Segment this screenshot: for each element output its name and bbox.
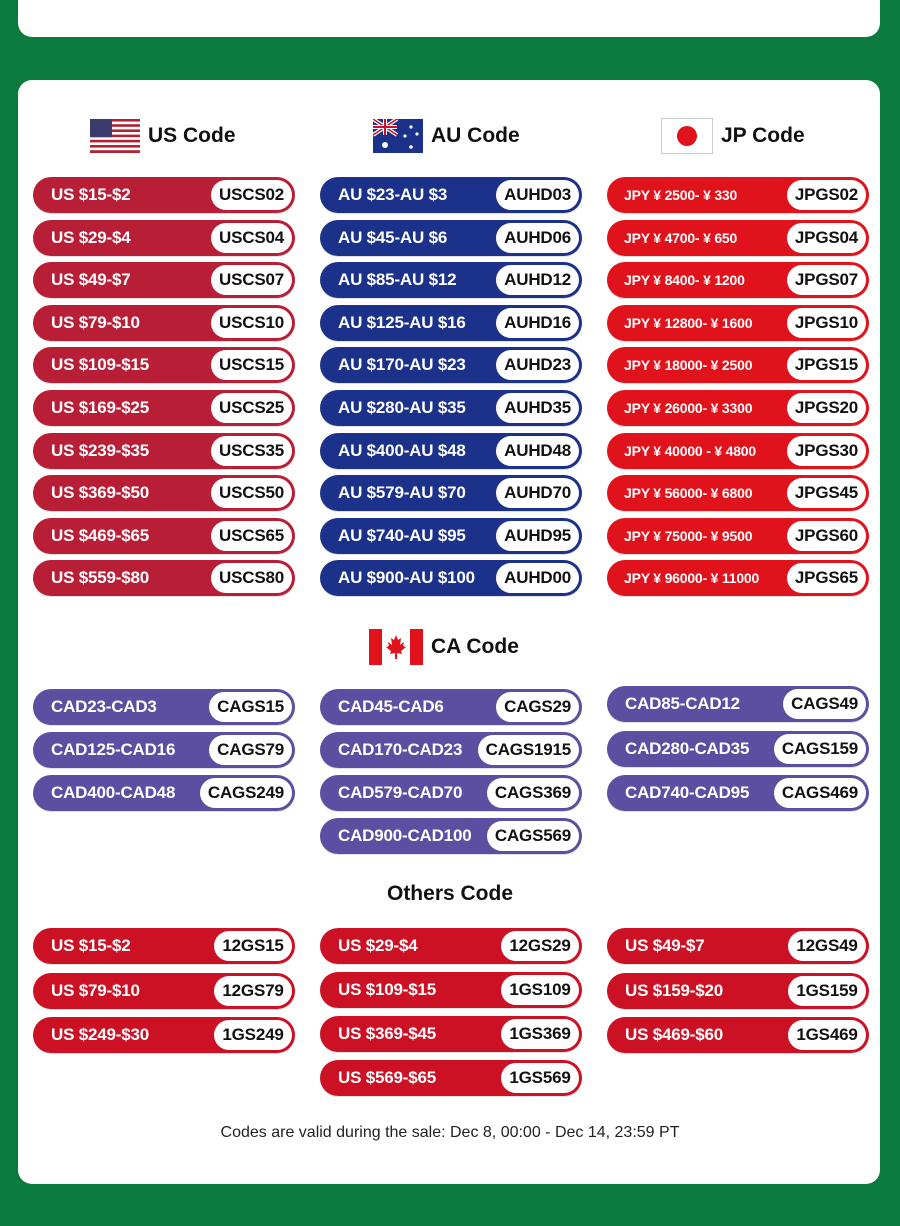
coupon-pill[interactable] <box>320 518 582 554</box>
price-range-label: JPY ¥ 26000- ¥ 3300 <box>624 400 753 416</box>
jp-code-heading <box>661 118 805 154</box>
coupon-code[interactable]: JPGS20 <box>787 393 866 423</box>
ca-code-heading <box>369 629 519 665</box>
coupon-code[interactable]: 1GS249 <box>214 1020 292 1050</box>
coupon-pill[interactable] <box>33 220 295 256</box>
coupon-code[interactable]: CAGS79 <box>209 735 292 765</box>
others-code-title: Others Code <box>386 882 514 905</box>
price-range-label: CAD579-CAD70 <box>338 783 463 802</box>
coupon-pill[interactable] <box>320 305 582 341</box>
coupon-code[interactable]: CAGS49 <box>783 689 866 719</box>
coupon-pill[interactable] <box>320 177 582 213</box>
price-range-label: AU $170-AU $23 <box>338 355 466 375</box>
coupon-pill[interactable] <box>607 220 869 256</box>
coupon-pill[interactable] <box>33 732 295 768</box>
price-range-label: JPY ¥ 18000- ¥ 2500 <box>624 357 753 374</box>
price-range-label: AU $400-AU $48 <box>338 440 466 460</box>
coupon-pill[interactable] <box>33 928 295 964</box>
coupon-code[interactable]: 12GS79 <box>214 976 292 1006</box>
jp-flag-icon <box>661 118 713 154</box>
coupon-code[interactable]: JPGS10 <box>787 308 866 338</box>
au-flag-icon <box>373 119 423 153</box>
coupon-pill[interactable] <box>320 347 582 383</box>
price-range-label: JPY ¥ 56000- ¥ 6800 <box>624 485 753 502</box>
price-range-label: US $79-$10 <box>51 980 140 1000</box>
coupon-pill[interactable] <box>607 775 869 811</box>
coupon-pill[interactable] <box>320 775 582 811</box>
coupon-pill[interactable] <box>607 475 869 511</box>
price-range-label: AU $85-AU $12 <box>338 270 457 290</box>
price-range-label: CAD400-CAD48 <box>51 783 176 802</box>
coupon-pill[interactable] <box>33 347 295 383</box>
coupon-pill[interactable] <box>33 262 295 298</box>
price-range-label: US $15-$2 <box>51 185 131 204</box>
coupon-pill[interactable] <box>320 732 582 768</box>
coupon-pill[interactable] <box>320 390 582 426</box>
price-range-label: US $29-$4 <box>51 227 131 247</box>
price-range-label: CAD900-CAD100 <box>338 826 472 845</box>
coupon-pill[interactable] <box>33 1017 295 1053</box>
coupon-code[interactable]: 1GS369 <box>501 1019 579 1049</box>
coupon-code[interactable]: CAGS1915 <box>478 735 579 765</box>
coupon-pill[interactable] <box>607 731 869 767</box>
coupon-pill[interactable] <box>607 347 869 383</box>
coupon-code[interactable]: 1GS569 <box>501 1063 579 1093</box>
ca-code-title: CA Code <box>431 635 519 658</box>
price-range-label: US $159-$20 <box>625 980 723 1000</box>
coupon-code[interactable]: CAGS249 <box>200 778 292 808</box>
coupon-code[interactable]: JPGS60 <box>787 521 866 551</box>
price-range-label: US $169-$25 <box>51 398 149 417</box>
coupon-code[interactable]: CAGS29 <box>496 692 579 722</box>
validity-note: Codes are valid during the sale: Dec 8, 00:00 - Dec 14, 23:59 PT <box>220 1124 680 1141</box>
coupon-code[interactable]: USCS25 <box>211 393 292 423</box>
price-range-label: US $109-$15 <box>51 355 149 375</box>
coupon-code[interactable]: CAGS469 <box>774 778 866 808</box>
coupon-code[interactable]: JPGS45 <box>787 478 866 508</box>
price-range-label: JPY ¥ 12800- ¥ 1600 <box>624 314 753 331</box>
coupon-code[interactable]: AUHD03 <box>496 180 579 210</box>
coupon-pill[interactable] <box>607 305 869 341</box>
coupon-code[interactable]: CAGS369 <box>487 778 579 808</box>
coupon-code[interactable]: 1GS159 <box>788 976 866 1006</box>
coupon-code[interactable]: AUHD70 <box>496 478 579 508</box>
coupon-code[interactable]: 1GS109 <box>501 975 579 1005</box>
coupon-pill[interactable] <box>607 1017 869 1053</box>
coupon-code[interactable]: AUHD12 <box>496 265 579 295</box>
coupon-code[interactable]: CAGS15 <box>209 692 292 722</box>
coupon-pill[interactable] <box>607 560 869 596</box>
top-card <box>18 0 880 37</box>
coupon-code[interactable]: CAGS159 <box>774 734 866 764</box>
price-range-label: US $369-$45 <box>338 1024 436 1043</box>
au-code-heading <box>373 119 520 153</box>
coupon-code[interactable]: AUHD95 <box>496 521 579 551</box>
coupon-pill[interactable] <box>33 973 295 1009</box>
price-range-label: AU $579-AU $70 <box>338 483 466 503</box>
coupon-pill[interactable] <box>607 973 869 1009</box>
price-range-label: JPY ¥ 2500- ¥ 330 <box>624 187 738 203</box>
us-code-title: US Code <box>148 124 236 147</box>
coupon-pill[interactable] <box>607 262 869 298</box>
price-range-label: US $369-$50 <box>51 483 149 503</box>
price-range-label: US $79-$10 <box>51 312 140 332</box>
price-range-label: CAD45-CAD6 <box>338 697 444 716</box>
price-range-label: JPY ¥ 96000- ¥ 11000 <box>624 570 760 587</box>
coupon-code[interactable]: JPGS07 <box>787 265 866 295</box>
coupon-pill[interactable] <box>607 390 869 426</box>
price-range-label: CAD125-CAD16 <box>51 740 176 759</box>
price-range-label: AU $900-AU $100 <box>338 568 475 588</box>
coupon-pill[interactable] <box>607 177 869 213</box>
coupon-pill[interactable] <box>33 305 295 341</box>
price-range-label: US $49-$7 <box>51 270 131 290</box>
coupon-pill[interactable] <box>320 1016 582 1052</box>
price-range-label: CAD740-CAD95 <box>625 783 750 802</box>
price-range-label: CAD280-CAD35 <box>625 738 750 758</box>
price-range-label: JPY ¥ 40000 - ¥ 4800 <box>624 442 756 459</box>
coupon-code[interactable]: USCS80 <box>211 563 292 593</box>
price-range-label: US $469-$60 <box>625 1025 723 1044</box>
coupon-code[interactable]: USCS02 <box>211 180 292 210</box>
coupon-pill[interactable] <box>320 560 582 596</box>
coupon-code[interactable]: AUHD00 <box>496 563 579 593</box>
coupon-code[interactable]: USCS15 <box>211 350 292 380</box>
coupon-pill[interactable] <box>33 689 295 725</box>
coupon-pill[interactable] <box>33 475 295 511</box>
coupon-code[interactable]: 1GS469 <box>788 1020 866 1050</box>
coupon-code[interactable]: USCS04 <box>211 223 292 253</box>
coupon-pill[interactable] <box>33 433 295 469</box>
coupon-code[interactable]: 12GS15 <box>214 931 292 961</box>
coupon-pill[interactable] <box>33 390 295 426</box>
price-range-label: JPY ¥ 75000- ¥ 9500 <box>624 527 753 544</box>
coupon-pill[interactable] <box>320 1060 582 1096</box>
price-range-label: AU $45-AU $6 <box>338 227 448 247</box>
price-range-label: US $49-$7 <box>625 936 705 955</box>
coupon-code[interactable]: 12GS49 <box>788 931 866 961</box>
coupon-code[interactable]: USCS07 <box>211 265 292 295</box>
us-flag-icon <box>90 119 140 153</box>
coupon-pill[interactable] <box>33 177 295 213</box>
coupon-pill[interactable] <box>320 689 582 725</box>
coupon-code[interactable]: JPGS02 <box>787 180 866 210</box>
coupon-code[interactable]: 12GS29 <box>501 931 579 961</box>
coupon-code[interactable]: AUHD16 <box>496 308 579 338</box>
coupon-code[interactable]: USCS35 <box>211 436 292 466</box>
price-range-label: CAD85-CAD12 <box>625 694 740 713</box>
coupon-pill[interactable] <box>320 928 582 964</box>
coupon-code[interactable]: JPGS65 <box>787 563 866 593</box>
coupon-pill[interactable] <box>320 818 582 854</box>
coupon-pill[interactable] <box>320 433 582 469</box>
coupon-pill[interactable] <box>320 475 582 511</box>
price-range-label: AU $280-AU $35 <box>338 398 466 417</box>
coupon-code[interactable]: USCS65 <box>211 521 292 551</box>
price-range-label: US $469-$65 <box>51 525 149 545</box>
price-range-label: CAD170-CAD23 <box>338 740 463 759</box>
price-range-label: US $15-$2 <box>51 936 131 955</box>
coupon-code[interactable]: AUHD23 <box>496 350 579 380</box>
coupon-pill[interactable] <box>320 972 582 1008</box>
price-range-label: US $249-$30 <box>51 1025 149 1044</box>
price-range-label: AU $740-AU $95 <box>338 525 466 545</box>
others-code-heading <box>0 882 900 906</box>
au-code-title: AU Code <box>431 124 520 147</box>
coupon-code[interactable]: JPGS15 <box>787 350 866 380</box>
price-range-label: AU $23-AU $3 <box>338 185 448 204</box>
coupon-code[interactable]: CAGS569 <box>487 821 579 851</box>
coupon-code[interactable]: USCS10 <box>211 308 292 338</box>
coupon-pill[interactable] <box>607 518 869 554</box>
price-range-label: JPY ¥ 4700- ¥ 650 <box>624 229 738 246</box>
ca-flag-icon <box>369 629 423 665</box>
coupon-code[interactable]: AUHD06 <box>496 223 579 253</box>
price-range-label: AU $125-AU $16 <box>338 312 466 332</box>
price-range-label: US $109-$15 <box>338 980 436 999</box>
coupon-code[interactable]: JPGS04 <box>787 223 866 253</box>
price-range-label: US $569-$65 <box>338 1068 436 1087</box>
coupon-pill[interactable] <box>320 262 582 298</box>
coupon-code[interactable]: AUHD35 <box>496 393 579 423</box>
coupon-pill[interactable] <box>33 560 295 596</box>
price-range-label: US $559-$80 <box>51 568 149 588</box>
coupon-pill[interactable] <box>607 928 869 964</box>
price-range-label: JPY ¥ 8400- ¥ 1200 <box>624 272 745 289</box>
coupon-pill[interactable] <box>607 686 869 722</box>
price-range-label: US $239-$35 <box>51 440 149 460</box>
jp-code-title: JP Code <box>721 124 805 147</box>
us-code-heading <box>90 119 236 153</box>
coupon-code[interactable]: USCS50 <box>211 478 292 508</box>
coupon-pill[interactable] <box>33 518 295 554</box>
coupon-pill[interactable] <box>320 220 582 256</box>
price-range-label: CAD23-CAD3 <box>51 697 157 716</box>
coupon-code[interactable]: JPGS30 <box>787 436 866 466</box>
coupon-pill[interactable] <box>607 433 869 469</box>
coupon-pill[interactable] <box>33 775 295 811</box>
coupon-code[interactable]: AUHD48 <box>496 436 579 466</box>
price-range-label: US $29-$4 <box>338 936 418 955</box>
